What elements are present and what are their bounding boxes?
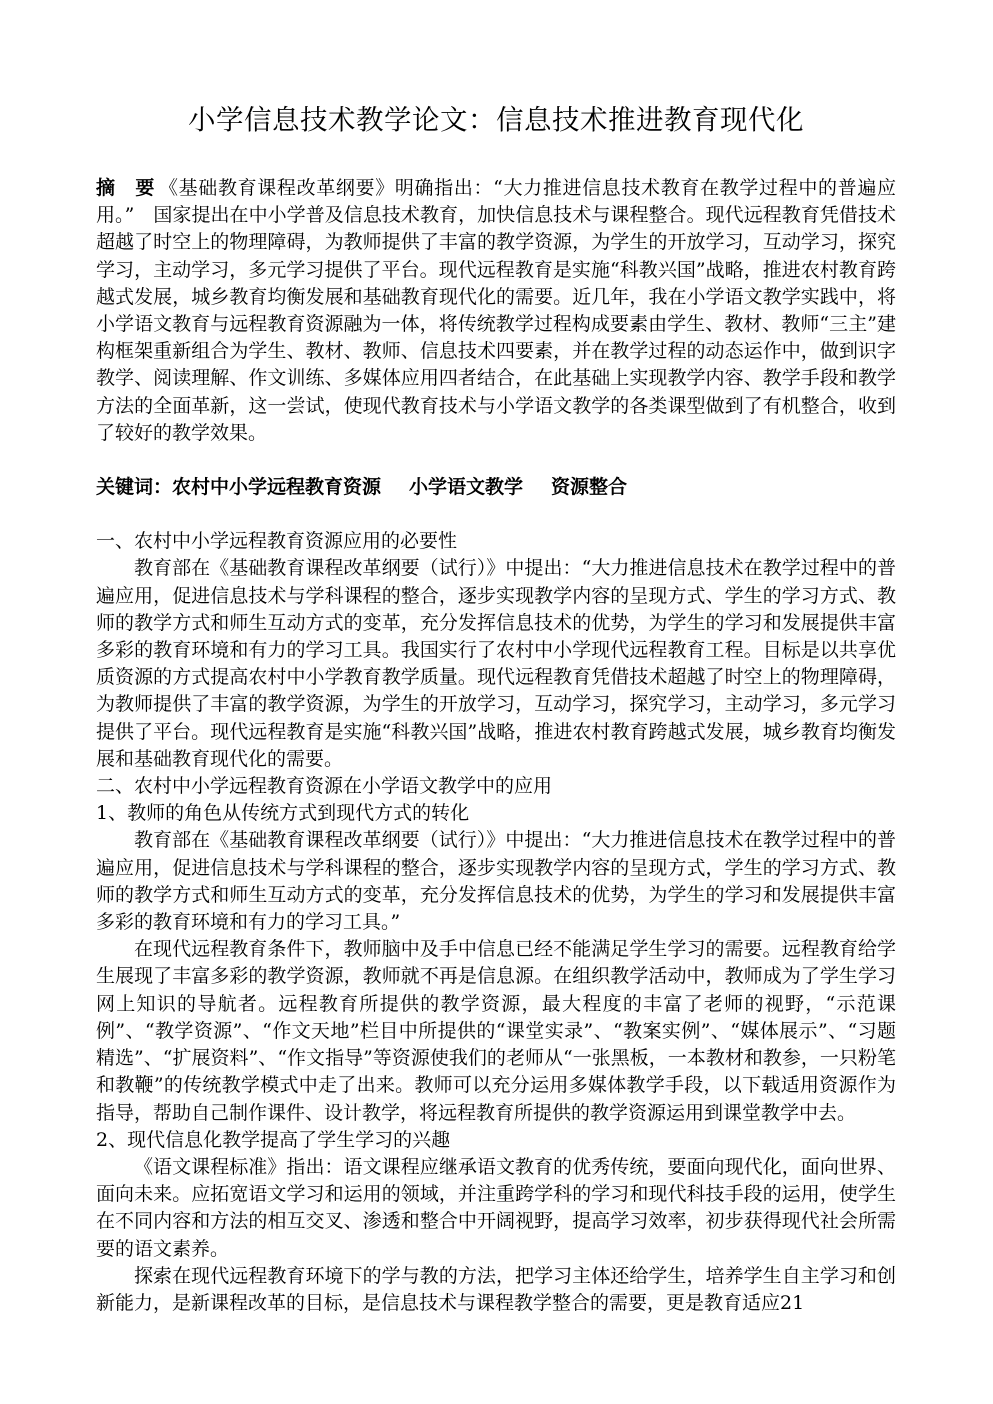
- spacer: [96, 501, 896, 528]
- subsection-heading: 2、现代信息化教学提高了学生学习的兴趣: [96, 1128, 451, 1151]
- section-heading: 一、农村中小学远程教育资源应用的必要性: [96, 530, 458, 553]
- document-page: [96, 100, 896, 1317]
- body-paragraph: 教育部在《基础教育课程改革纲要（试行）》中提出：“大力推进信息技术在教学过程中的普遍应用，促进信息技术与学科课程的整合，逐步实现教学内容的呈现方式，学生的学习方式、教师的教学方式和师生互动方式的变革，充分发挥信息技术的优势，为学生的学习和发展提供丰富多彩的教育环境和有力的学习工具。”: [96, 829, 896, 934]
- abstract-label: 摘 要: [96, 177, 155, 199]
- body-paragraph: 探索在现代远程教育环境下的学与教的方法，把学习主体还给学生，培养学生自主学习和创新能力，是新课程改革的目标，是信息技术与课程教学整合的需要，更是教育适应21: [96, 1264, 896, 1314]
- body-paragraph: 教育部在《基础教育课程改革纲要（试行）》中提出：“大力推进信息技术在教学过程中的普遍应用，促进信息技术与学科课程的整合，逐步实现教学内容的呈现方式、学生的学习方式、教师的教学方式和师生互动方式的变革，充分发挥信息技术的优势，为学生的学习和发展提供丰富多彩的教育环境和有力的学习工具。我国实行了农村中小学现代远程教育工程。目标是以共享优质资源的方式提高农村中小学教育教学质量。现代远程教育凭借技术超越了时空上的物理障碍，为教师提供了丰富的教学资源，为学生的开放学习，互动学习，探究学习，主动学习，多元学习提供了平台。现代远程教育是实施“科教兴国”战略，推进农村教育跨越式发展，城乡教育均衡发展和基础教育现代化的需要。: [96, 557, 896, 770]
- subsection-heading: 1、教师的角色从传统方式到现代方式的转化: [96, 802, 470, 825]
- abstract-paragraph: [96, 175, 896, 447]
- keyword-item: 农村中小学远程教育资源: [172, 476, 382, 499]
- keyword-item: 资源整合: [551, 476, 628, 499]
- abstract-text: 《基础教育课程改革纲要》明确指出：“大力推进信息技术教育在教学过程中的普遍应用。” 国家提出在中小学普及信息技术教育，加快信息技术与课程整合。现代远程教育凭借技术超越了时空上的物理障碍，为教师提供了丰富的教学资源，为学生的开放学习，互动学习，探究学习，主动学习，多元学习提供了平台。现代远程教育是实施“科教兴国”战略，推进农村教育跨越式发展，城乡教育均衡发展和基础教育现代化的需要。近几年，我在小学语文教学实践中，将小学语文教育与远程教育资源融为一体，将传统教学过程构成要素由学生、教材、教师“三主”建构框架重新组合为学生、教材、教师、信息技术四要素，并在教学过程的动态运作中，做到识字教学、阅读理解、作文训练、多媒体应用四者结合，在此基础上实现教学内容、教学手段和教学方法的全面革新，这一尝试，使现代教育技术与小学语文教学的各类课型做到了有机整合，收到了较好的教学效果。: [96, 177, 896, 444]
- keywords-line: [96, 474, 896, 501]
- section-heading: 二、农村中小学远程教育资源在小学语文教学中的应用: [96, 775, 553, 798]
- document-title: 小学信息技术教学论文：信息技术推进教育现代化: [188, 104, 804, 136]
- body-paragraph: 在现代远程教育条件下，教师脑中及手中信息已经不能满足学生学习的需要。远程教育给学生展现了丰富多彩的教学资源，教师就不再是信息源。在组织教学活动中，教师成为了学生学习网上知识的导航者。远程教育所提供的教学资源，最大程度的丰富了老师的视野，“示范课例”、“教学资源”、“作文天地”栏目中所提供的“课堂实录”、“教案实例”、“媒体展示”、“习题精选”、“扩展资料”、“作文指导”等资源使我们的老师从“一张黑板，一本教材和教参，一只粉笔和教鞭”的传统教学模式中走了出来。教师可以充分运用多媒体教学手段，以下载适用资源作为指导，帮助自己制作课件、设计教学，将远程教育所提供的教学资源运用到课堂教学中去。: [96, 938, 896, 1124]
- body-paragraph: 《语文课程标准》指出：语文课程应继承语文教育的优秀传统，要面向现代化，面向世界、面向未来。应拓宽语文学习和运用的领域，并注重跨学科的学习和现代科技手段的运用，使学生在不同内容和方法的相互交叉、渗透和整合中开阔视野，提高学习效率，初步获得现代社会所需要的语文素养。: [96, 1155, 896, 1260]
- keywords-label: 关键词：: [96, 476, 173, 499]
- keyword-item: 小学语文教学: [409, 476, 524, 499]
- spacer: [96, 447, 896, 474]
